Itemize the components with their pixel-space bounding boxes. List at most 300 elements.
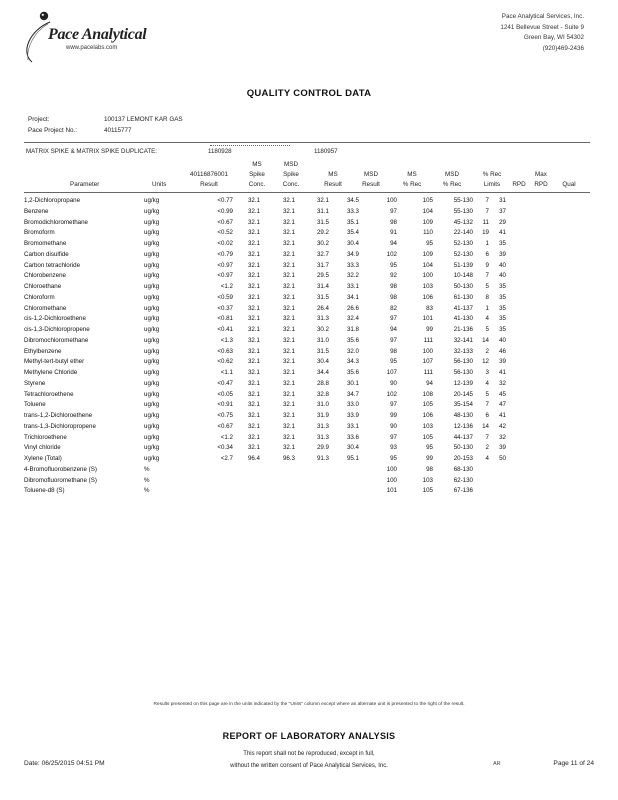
lab-name: Pace Analytical Services, Inc. xyxy=(501,13,584,20)
cell-msd-spike: 96.3 xyxy=(282,455,295,462)
cell-units: ug/kg xyxy=(144,433,160,441)
cell-parameter: trans-1,2-Dichloroethene xyxy=(24,412,93,419)
cell-msd-spike: 32.1 xyxy=(282,272,295,280)
cell-ms-rec: 98 xyxy=(390,283,397,290)
cell-limits: 52-130 xyxy=(453,240,473,247)
cell-msd-rec: 83 xyxy=(426,304,433,312)
cell-parameter: Methyl-tert-butyl ether xyxy=(24,358,85,366)
cell-max-rpd xyxy=(489,486,506,497)
cell-rpd: 8 xyxy=(485,293,489,301)
hdr-ms-rec: MS % Rec xyxy=(402,171,422,188)
cell-ms-result: 31.5 xyxy=(316,218,329,226)
cell-ms-rec: 100 xyxy=(386,197,397,204)
cell-ms-spike: 32.1 xyxy=(247,422,260,430)
cell-units: ug/kg xyxy=(144,315,160,323)
cell-rpd: 14 xyxy=(482,336,489,344)
cell-units: ug/kg xyxy=(144,261,160,269)
table-row xyxy=(24,207,523,218)
hdr-ms-result: MS Result xyxy=(324,171,342,188)
table-row xyxy=(24,379,523,390)
cell-qual xyxy=(506,422,523,433)
cell-rpd: 4 xyxy=(485,379,489,387)
cell-msd-rec: 106 xyxy=(422,412,433,419)
cell-ms-rec: 95 xyxy=(390,455,397,462)
cell-qual xyxy=(506,454,523,465)
cell-parameter: cis-1,2-Dichloroethene xyxy=(24,315,86,323)
cell-result: <0.75 xyxy=(217,412,233,419)
cell-ms-result: 31.3 xyxy=(316,433,329,441)
cell-max-rpd: 40 xyxy=(499,336,506,344)
cell-ms-spike: 32.1 xyxy=(247,326,260,333)
cell-msd-rec: 109 xyxy=(422,250,433,258)
table-row xyxy=(24,390,523,401)
cell-ms-result: 32.7 xyxy=(316,250,329,258)
cell-msd-result: 32.4 xyxy=(346,315,359,323)
cell-qual xyxy=(506,443,523,454)
cell-units: % xyxy=(144,465,150,473)
cell-ms-spike xyxy=(233,465,260,476)
cell-parameter: Styrene xyxy=(24,379,46,387)
msd-id: 1180957 xyxy=(314,148,338,155)
cell-msd-spike: 32.1 xyxy=(282,261,295,269)
cell-msd-spike xyxy=(260,486,295,497)
cell-parameter: cis-1,3-Dichloropropene xyxy=(24,326,90,333)
cell-parameter: Bromomethane xyxy=(24,240,67,247)
cell-msd-rec: 103 xyxy=(422,476,433,484)
cell-msd-rec: 105 xyxy=(422,487,433,495)
cell-msd-spike: 32.1 xyxy=(282,240,295,247)
cell-msd-result: 34.1 xyxy=(346,293,359,301)
cell-qual xyxy=(506,196,523,207)
cell-result xyxy=(180,465,233,476)
cell-ms-rec: 91 xyxy=(390,229,397,237)
reviewer-initials: AR xyxy=(493,761,501,767)
cell-qual xyxy=(506,433,523,444)
cell-msd-spike: 32.1 xyxy=(282,229,295,237)
cell-max-rpd: 41 xyxy=(499,369,506,376)
lab-address xyxy=(500,12,584,54)
cell-max-rpd: 35 xyxy=(499,315,506,323)
cell-ms-result: 30.4 xyxy=(316,358,329,366)
cell-limits: 21-136 xyxy=(453,326,473,333)
cell-msd-result: 34.9 xyxy=(346,250,359,258)
cell-msd-rec: 99 xyxy=(426,455,433,462)
cell-ms-spike: 32.1 xyxy=(247,240,260,247)
cell-msd-result: 35.6 xyxy=(346,369,359,376)
cell-msd-rec: 108 xyxy=(422,390,433,398)
cell-ms-spike: 32.1 xyxy=(247,229,260,237)
cell-qual xyxy=(506,465,523,476)
cell-ms-result: 31.1 xyxy=(316,207,329,215)
cell-rpd: 11 xyxy=(482,218,489,226)
cell-ms-result: 30.2 xyxy=(316,240,329,247)
cell-msd-result xyxy=(329,465,359,476)
cell-result: <1.3 xyxy=(220,336,233,344)
cell-ms-rec: 94 xyxy=(390,326,397,333)
cell-qual xyxy=(506,261,523,272)
cell-rpd: 7 xyxy=(485,197,489,204)
cell-max-rpd: 47 xyxy=(499,401,506,409)
cell-ms-spike: 96.4 xyxy=(247,455,260,462)
cell-max-rpd: 46 xyxy=(499,347,506,355)
cell-ms-rec: 101 xyxy=(386,487,397,495)
cell-ms-result: 28.8 xyxy=(316,379,329,387)
cell-units: ug/kg xyxy=(144,412,160,419)
cell-ms-rec: 97 xyxy=(390,433,397,441)
cell-msd-result xyxy=(329,476,359,487)
cell-msd-rec: 105 xyxy=(422,401,433,409)
report-title: REPORT OF LABORATORY ANALYSIS xyxy=(222,731,396,741)
cell-ms-rec: 97 xyxy=(390,401,397,409)
cell-msd-rec: 110 xyxy=(423,229,433,237)
cell-qual xyxy=(506,368,523,379)
cell-qual xyxy=(506,228,523,239)
cell-ms-spike: 32.1 xyxy=(247,272,260,280)
cell-max-rpd: 32 xyxy=(499,433,506,441)
cell-qual xyxy=(506,347,523,358)
cell-max-rpd: 35 xyxy=(499,293,506,301)
cell-msd-spike xyxy=(260,465,295,476)
table-row xyxy=(24,433,523,444)
table-row xyxy=(24,411,523,422)
table-row xyxy=(24,228,523,239)
cell-result xyxy=(180,486,233,497)
matrix-label: MATRIX SPIKE & MATRIX SPIKE DUPLICATE: xyxy=(26,148,157,155)
cell-parameter: Tetrachloroethene xyxy=(24,390,74,398)
cell-result: <0.02 xyxy=(217,240,233,247)
hdr-max-rpd: Max RPD xyxy=(534,171,548,188)
cell-units: ug/kg xyxy=(144,401,160,409)
cell-limits: 44-137 xyxy=(453,433,473,441)
cell-max-rpd: 29 xyxy=(499,218,506,226)
hdr-qual: Qual xyxy=(562,181,576,188)
hdr-msd-spike: MSD Spike Conc. xyxy=(282,161,300,188)
cell-ms-result: 31.7 xyxy=(316,261,329,269)
cell-msd-rec: 106 xyxy=(422,293,433,301)
cell-msd-spike: 32.1 xyxy=(282,250,295,258)
cell-ms-spike xyxy=(233,486,260,497)
cell-msd-spike xyxy=(260,476,295,487)
cell-ms-result: 32.1 xyxy=(316,197,329,204)
cell-ms-rec: 107 xyxy=(386,369,397,376)
cell-units: ug/kg xyxy=(144,283,160,290)
cell-result: <0.47 xyxy=(217,379,233,387)
cell-units: ug/kg xyxy=(144,272,160,280)
cell-ms-rec: 98 xyxy=(390,293,397,301)
cell-units: ug/kg xyxy=(144,422,160,430)
cell-ms-spike: 32.1 xyxy=(247,304,260,312)
hdr-units: Units xyxy=(152,181,167,188)
cell-rpd: 1 xyxy=(485,240,489,247)
cell-parameter: Chlorobenzene xyxy=(24,272,66,280)
cell-units: ug/kg xyxy=(144,390,160,398)
cell-msd-result: 32.0 xyxy=(346,347,359,355)
cell-limits: 45-132 xyxy=(453,218,473,226)
cell-qual xyxy=(506,218,523,229)
project-values xyxy=(104,114,183,136)
cell-ms-spike: 32.1 xyxy=(247,433,260,441)
cell-msd-result: 95.1 xyxy=(346,455,359,462)
cell-qual xyxy=(506,304,523,315)
cell-max-rpd: 31 xyxy=(499,197,506,204)
cell-result: <0.37 xyxy=(217,304,233,312)
cell-qual xyxy=(506,207,523,218)
cell-msd-spike: 32.1 xyxy=(282,433,295,441)
cell-msd-result: 30.1 xyxy=(346,379,359,387)
cell-msd-result: 26.6 xyxy=(346,304,359,312)
cell-units: ug/kg xyxy=(144,444,160,452)
cell-msd-rec: 103 xyxy=(422,283,433,290)
table-row xyxy=(24,218,523,229)
cell-qual xyxy=(506,379,523,390)
cell-msd-spike: 32.1 xyxy=(282,218,295,226)
cell-msd-rec: 100 xyxy=(422,347,433,355)
cell-msd-result: 35.6 xyxy=(346,336,359,344)
cell-qual xyxy=(506,325,523,336)
cell-result: <0.67 xyxy=(217,422,233,430)
cell-msd-rec: 104 xyxy=(422,207,433,215)
table-row xyxy=(24,357,523,368)
cell-ms-spike: 32.1 xyxy=(247,315,260,323)
report-disclaimer: This report shall not be reproduced, except in full, without the written consent of Pace Analytical Services, Inc. xyxy=(230,751,388,769)
table-row xyxy=(24,325,523,336)
pace-logo xyxy=(14,8,164,66)
cell-units: ug/kg xyxy=(144,455,160,462)
cell-rpd: 19 xyxy=(482,229,489,237)
cell-max-rpd: 40 xyxy=(499,272,506,280)
cell-units: ug/kg xyxy=(144,240,160,247)
cell-msd-result: 34.5 xyxy=(346,197,359,204)
hdr-sample-result: 40116876001 Result xyxy=(189,171,229,188)
divider xyxy=(24,142,590,143)
cell-ms-spike: 32.1 xyxy=(247,293,260,301)
cell-units: ug/kg xyxy=(144,358,160,366)
cell-msd-spike: 32.1 xyxy=(282,207,295,215)
cell-ms-result: 31.3 xyxy=(316,315,329,323)
cell-rpd: 4 xyxy=(485,315,489,323)
cell-msd-spike: 32.1 xyxy=(282,293,295,301)
cell-parameter: Dibromofluoromethane (S) xyxy=(24,476,97,484)
hdr-msd-rec: MSD % Rec xyxy=(442,171,462,188)
cell-result: <0.63 xyxy=(217,347,233,355)
cell-msd-rec: 101 xyxy=(422,315,433,323)
ms-id-rule xyxy=(210,145,290,146)
cell-max-rpd: 35 xyxy=(499,283,506,290)
cell-ms-rec: 95 xyxy=(390,261,397,269)
cell-max-rpd: 39 xyxy=(499,250,506,258)
cell-msd-spike: 32.1 xyxy=(282,401,295,409)
cell-ms-rec: 92 xyxy=(390,272,397,280)
cell-rpd: 9 xyxy=(485,261,489,269)
cell-msd-result: 31.8 xyxy=(346,326,359,333)
cell-ms-result: 29.9 xyxy=(316,444,329,452)
cell-ms-rec: 97 xyxy=(390,207,397,215)
cell-parameter: Trichloroethene xyxy=(24,433,67,441)
cell-units: ug/kg xyxy=(144,379,160,387)
cell-rpd xyxy=(473,486,489,497)
table-row xyxy=(24,476,523,487)
cell-msd-rec: 107 xyxy=(422,358,433,366)
cell-msd-spike: 32.1 xyxy=(282,347,295,355)
cell-msd-spike: 32.1 xyxy=(282,412,295,419)
cell-limits: 61-130 xyxy=(453,293,473,301)
cell-max-rpd: 37 xyxy=(499,207,506,215)
cell-units: ug/kg xyxy=(144,304,160,312)
table-row xyxy=(24,422,523,433)
cell-ms-spike xyxy=(233,476,260,487)
cell-ms-result: 31.0 xyxy=(316,401,329,409)
cell-max-rpd: 41 xyxy=(499,229,506,237)
cell-limits: 12-136 xyxy=(453,422,473,430)
cell-result: <0.59 xyxy=(217,293,233,301)
cell-msd-rec: 105 xyxy=(422,433,433,441)
cell-msd-rec: 105 xyxy=(422,197,433,204)
cell-result: <0.91 xyxy=(217,401,233,409)
cell-ms-rec: 97 xyxy=(390,336,397,344)
cell-msd-spike: 32.1 xyxy=(282,379,295,387)
cell-limits: 56-130 xyxy=(453,369,473,376)
cell-ms-result: 34.4 xyxy=(316,369,329,376)
cell-ms-spike: 32.1 xyxy=(247,347,260,355)
cell-rpd: 1 xyxy=(485,304,489,312)
table-row xyxy=(24,486,523,497)
cell-parameter: Toluene xyxy=(24,401,46,409)
cell-parameter: Bromodichloromethane xyxy=(24,218,88,226)
project-value: 100137 LEMONT KAR GAS xyxy=(104,116,183,123)
cell-rpd: 7 xyxy=(485,207,489,215)
cell-max-rpd: 41 xyxy=(499,412,506,419)
table-row xyxy=(24,465,523,476)
cell-qual xyxy=(506,476,523,487)
cell-limits: 12-139 xyxy=(453,379,473,387)
cell-parameter: 1,2-Dichloropropane xyxy=(24,197,81,204)
units-note: Results presented on this page are in the units indicated by the "Units" column except where an alternate unit is presented to the right of the result. xyxy=(153,702,465,707)
cell-rpd: 3 xyxy=(485,369,489,376)
cell-msd-spike: 32.1 xyxy=(282,444,295,452)
cell-ms-spike: 32.1 xyxy=(247,261,260,269)
cell-rpd xyxy=(473,476,489,487)
cell-ms-rec: 97 xyxy=(390,315,397,323)
cell-ms-spike: 32.1 xyxy=(247,390,260,398)
cell-max-rpd: 50 xyxy=(499,455,506,462)
cell-ms-result xyxy=(295,486,329,497)
cell-ms-rec: 98 xyxy=(390,218,397,226)
cell-units: ug/kg xyxy=(144,293,160,301)
cell-max-rpd: 35 xyxy=(499,240,506,247)
cell-ms-result: 31.4 xyxy=(316,283,329,290)
cell-max-rpd: 35 xyxy=(499,304,506,312)
cell-result xyxy=(180,476,233,487)
header-divider xyxy=(24,192,590,193)
lab-city: Green Bay, WI 54302 xyxy=(523,34,584,41)
cell-qual xyxy=(506,390,523,401)
cell-msd-result: 34.3 xyxy=(346,358,359,366)
cell-limits: 35-154 xyxy=(453,401,473,409)
cell-parameter: Vinyl chloride xyxy=(24,444,61,452)
cell-result: <0.67 xyxy=(217,218,233,226)
cell-limits: 50-130 xyxy=(453,283,473,290)
cell-msd-result xyxy=(329,486,359,497)
project-no-label: Pace Project No.: xyxy=(28,127,77,134)
project-no-value: 40115777 xyxy=(104,127,132,134)
cell-units: ug/kg xyxy=(144,250,160,258)
cell-msd-spike: 32.1 xyxy=(282,369,295,376)
cell-msd-result: 32.2 xyxy=(346,272,359,280)
cell-units: ug/kg xyxy=(144,207,160,215)
cell-parameter: Chloroform xyxy=(24,293,55,301)
hdr-limits: % Rec Limits xyxy=(482,171,502,188)
page-title: QUALITY CONTROL DATA xyxy=(246,88,372,99)
cell-units: ug/kg xyxy=(144,197,160,204)
cell-ms-spike: 32.1 xyxy=(247,401,260,409)
report-date: Date: 06/25/2015 04:51 PM xyxy=(24,760,105,767)
cell-limits: 55-130 xyxy=(453,207,473,215)
cell-result: <1.2 xyxy=(220,433,233,441)
cell-qual xyxy=(506,293,523,304)
cell-parameter: Dibromochloromethane xyxy=(24,336,89,344)
cell-msd-spike: 32.1 xyxy=(282,336,295,344)
cell-result: <0.34 xyxy=(217,444,233,452)
cell-result: <0.77 xyxy=(217,197,233,204)
cell-parameter: Carbon disulfide xyxy=(24,250,69,258)
cell-rpd: 7 xyxy=(485,272,489,280)
table-row xyxy=(24,261,523,272)
cell-units: ug/kg xyxy=(144,326,160,333)
cell-max-rpd xyxy=(489,465,506,476)
cell-max-rpd: 32 xyxy=(499,379,506,387)
cell-result: <1.1 xyxy=(220,369,233,376)
cell-parameter: trans-1,3-Dichloropropene xyxy=(24,422,96,430)
cell-limits: 51-139 xyxy=(453,261,473,269)
project-labels xyxy=(28,114,77,136)
cell-ms-spike: 32.1 xyxy=(247,197,260,204)
table-row xyxy=(24,196,523,207)
cell-parameter: Toluene-d8 (S) xyxy=(24,487,65,495)
cell-max-rpd: 42 xyxy=(499,422,506,430)
cell-msd-spike: 32.1 xyxy=(282,197,295,204)
cell-msd-rec: 95 xyxy=(426,444,433,452)
table-row xyxy=(24,454,523,465)
cell-limits: 68-130 xyxy=(453,465,473,473)
cell-msd-rec: 95 xyxy=(426,240,433,247)
cell-msd-spike: 32.1 xyxy=(282,422,295,430)
cell-ms-result: 32.8 xyxy=(316,390,329,398)
cell-rpd: 6 xyxy=(485,250,489,258)
cell-ms-result: 31.5 xyxy=(316,347,329,355)
cell-msd-result: 35.4 xyxy=(346,229,359,237)
table-row xyxy=(24,304,523,315)
cell-ms-result: 31.0 xyxy=(316,336,329,344)
cell-limits: 22-140 xyxy=(453,229,473,237)
cell-ms-rec: 99 xyxy=(390,412,397,419)
cell-ms-rec: 102 xyxy=(386,250,397,258)
table-row xyxy=(24,347,523,358)
cell-rpd: 5 xyxy=(485,390,489,398)
cell-ms-result: 31.5 xyxy=(316,293,329,301)
lab-street: 1241 Bellevue Street - Suite 9 xyxy=(500,23,584,31)
cell-ms-spike: 32.1 xyxy=(247,412,260,419)
table-row xyxy=(24,250,523,261)
cell-qual xyxy=(506,336,523,347)
cell-qual xyxy=(506,411,523,422)
cell-qual xyxy=(506,314,523,325)
table-row xyxy=(24,282,523,293)
cell-max-rpd: 35 xyxy=(499,326,506,333)
cell-ms-result xyxy=(295,476,329,487)
cell-msd-rec: 111 xyxy=(423,336,433,344)
cell-ms-spike: 32.1 xyxy=(247,250,260,258)
page-number: Page 11 of 24 xyxy=(553,760,594,767)
